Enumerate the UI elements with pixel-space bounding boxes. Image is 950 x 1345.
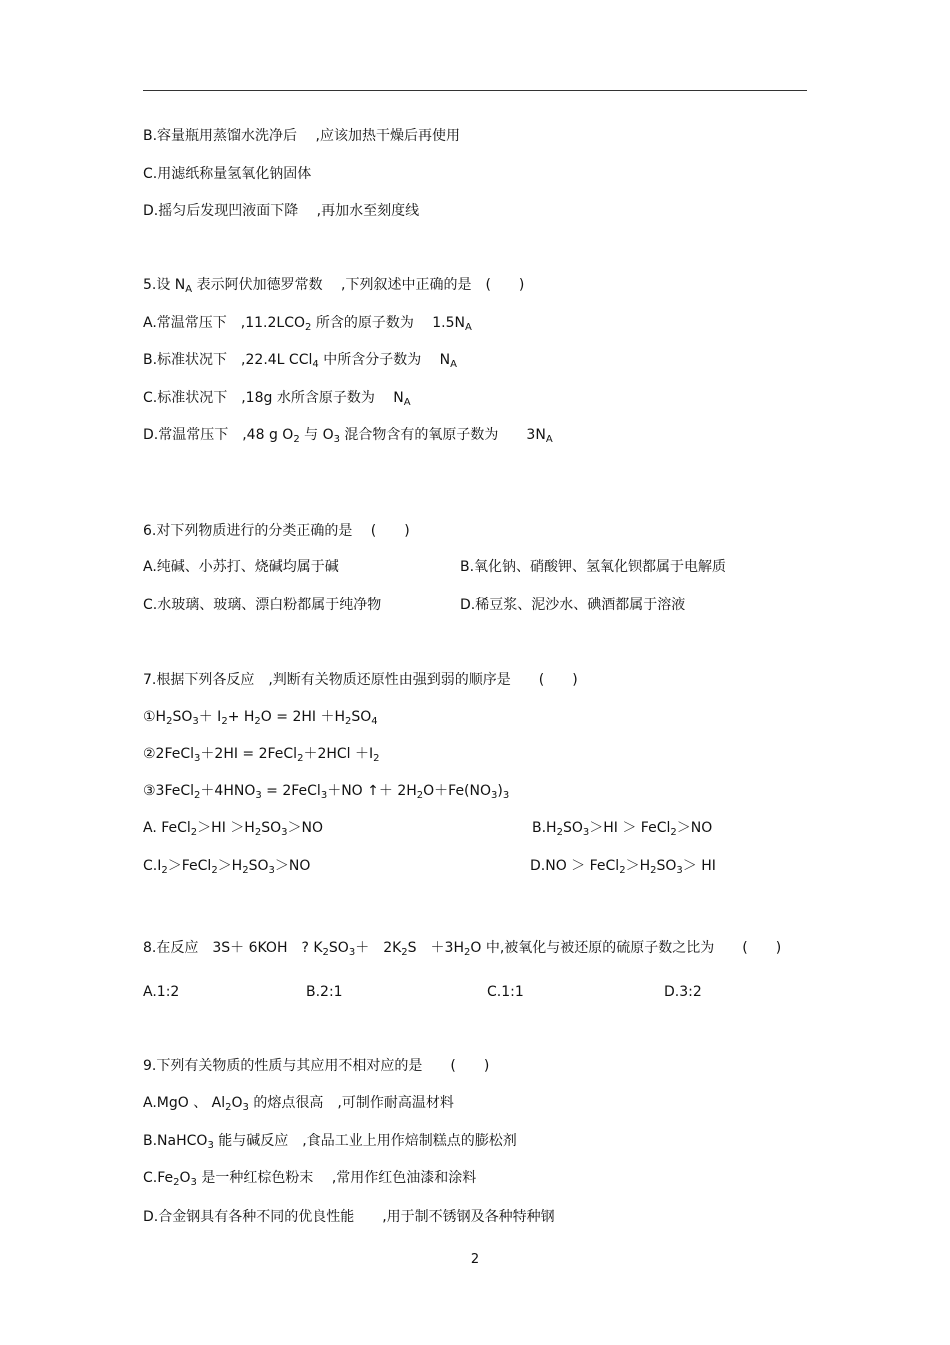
q8-option-a: A.1:2 <box>143 984 180 1000</box>
q9-option-b: B.NaHCO$_3$ 能与碱反应 ,食品工业上用作焙制糕点的膨松剂 <box>143 1133 517 1151</box>
q5-stem: 5.设 $N_A$ 表示阿伏加德罗常数 ,下列叙述中正确的是 ( ) <box>143 277 525 295</box>
q5-option-d: D.常温常压下 ,48 g $O_2$ 与 $O_3$ 混合物含有的氧原子数为 $3N_A$ <box>143 427 553 445</box>
q7-stem: 7.根据下列各反应 ,判断有关物质还原性由强到弱的顺序是 ( ) <box>143 672 578 688</box>
q5-option-a: A.常温常压下 $,11.2LCO_2$ 所含的原子数为 $1.5N_A$ <box>143 315 472 333</box>
q9-option-c: $C.Fe_2O_3$ 是一种红棕色粉末 ,常用作红色油漆和涂料 <box>143 1170 477 1188</box>
q9-option-a: A.MgO 、 $Al_2O_3$ 的熔点很高 ,可制作耐高温材料 <box>143 1095 454 1113</box>
q6-option-b: B.氧化钠、硝酸钾、氢氧化钡都属于电解质 <box>460 559 727 575</box>
q8-option-d: D.3:2 <box>664 984 702 1000</box>
q7-option-a: A. FeCl$_2$＞HI $>H_2SO_3>NO$ <box>143 820 323 838</box>
q8-option-c: C.1:1 <box>487 984 524 1000</box>
q8-option-b: B.2:1 <box>306 984 343 1000</box>
header-rule <box>143 90 807 91</box>
q6-option-a: A.纯碱、小苏打、烧碱均属于碱 <box>143 559 339 575</box>
q7-reaction-2: ②2FeCl$_3$＋2HI = 2FeCl$_2$＋2HCl $+I_2$ <box>143 746 380 764</box>
q6-stem: 6.对下列物质进行的分类正确的是 ( ) <box>143 523 410 539</box>
q9-stem: 9.下列有关物质的性质与其应用不相对应的是 ( ) <box>143 1058 490 1074</box>
q7-reaction-1: $①H_2SO_3+ I_2+ H_2O = 2HI +H_2SO_4$ <box>143 709 378 727</box>
q4-option-d: D.摇匀后发现凹液面下降 ,再加水至刻度线 <box>143 203 420 219</box>
page-number: 2 <box>470 1252 480 1267</box>
q9-option-d: D.合金钢具有各种不同的优良性能 ,用于制不锈钢及各种特种钢 <box>143 1209 555 1225</box>
q4-option-c: C.用滤纸称量氢氧化钠固体 <box>143 166 312 182</box>
q5-option-b: B.标准状况下 ,22.4L CCl$_4$ 中所含分子数为 $N_A$ <box>143 352 457 370</box>
q8-stem: 8.在反应 3S＋ 6KOH ? $K_2SO_3+$ $2K_2S$ $+3H_2O$ 中,被氧化与被还原的硫原子数之比为 ( ) <box>143 940 782 958</box>
q7-reaction-3: $③3FeCl_2+4HNO_3$ = 2FeCl$_3$＋NO ↑＋ $2H_2O+Fe(NO_3)_3$ <box>143 783 510 801</box>
q7-option-d: $D.NO > FeCl_2>H_2SO_3>$ HI <box>530 858 716 876</box>
q5-option-c: C.标准状况下 ,18g 水所含原子数为 $N_A$ <box>143 390 411 408</box>
q7-option-b: $B.H_2SO_3>HI$ ＞ FeCl$_2$＞NO <box>532 820 713 838</box>
q6-option-d: D.稀豆浆、泥沙水、碘酒都属于溶液 <box>460 597 686 613</box>
q7-option-c: $C.I_2>FeCl_2>H_2SO_3>NO$ <box>143 858 311 876</box>
q6-option-c: C.水玻璃、玻璃、漂白粉都属于纯净物 <box>143 597 382 613</box>
q4-option-b: B.容量瓶用蒸馏水洗净后 ,应该加热干燥后再使用 <box>143 128 460 144</box>
